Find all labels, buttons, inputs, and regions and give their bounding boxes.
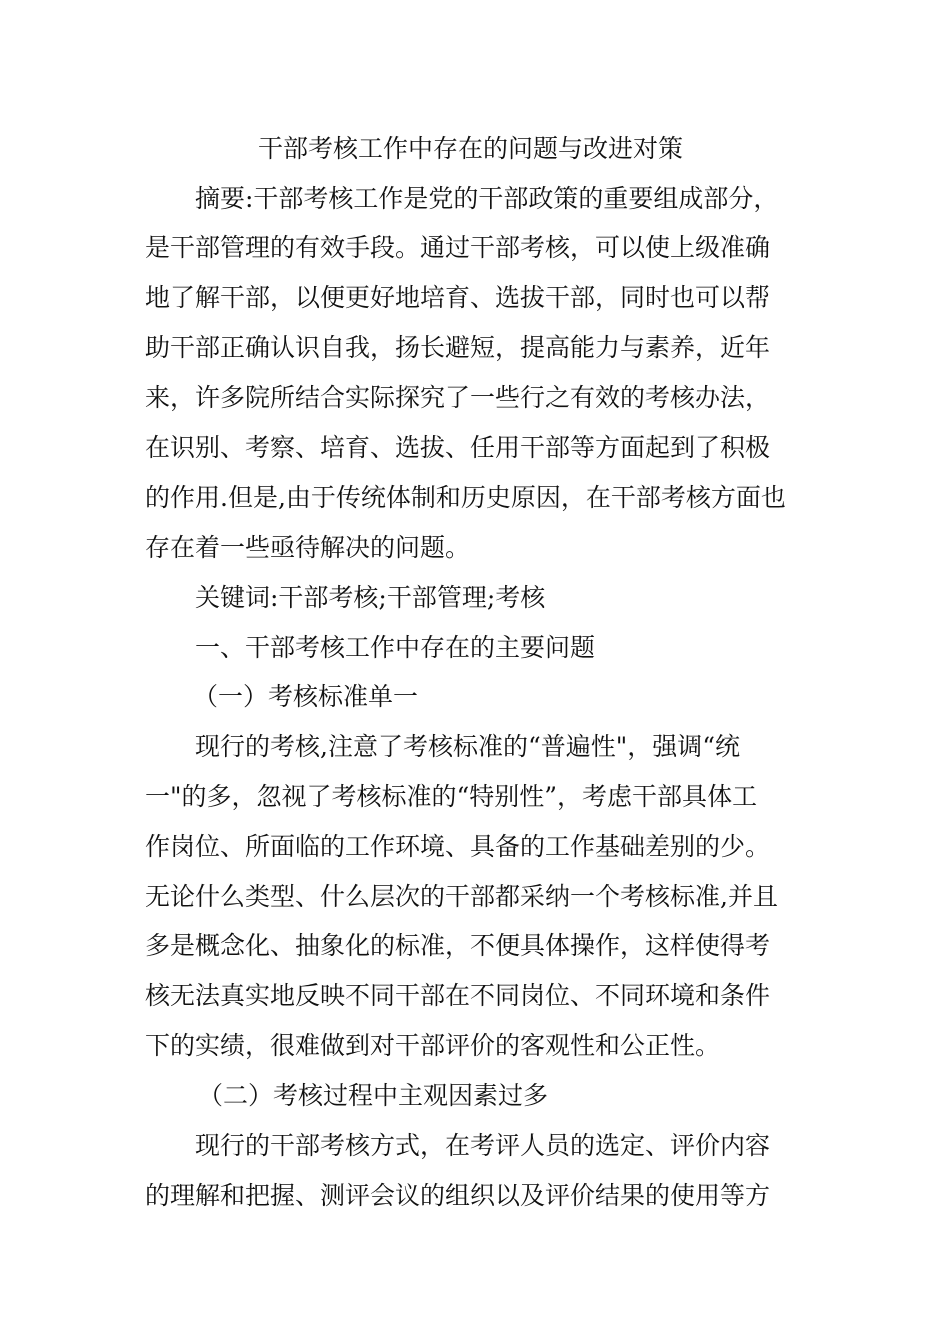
body-line: 的理解和把握、测评会议的组织以及评价结果的使用等方 (145, 1181, 771, 1210)
body-line: 下的实绩，很难做到对干部评价的客观性和公正性。 (145, 1031, 721, 1060)
body-line: 作岗位、所面临的工作环境、具备的工作基础差别的少。 (145, 832, 771, 861)
body-line: 核无法真实地反映不同干部在不同岗位、不同环境和条件 (145, 981, 771, 1010)
body-line: 无论什么类型、什么层次的干部都采纳一个考核标准,并且 (145, 882, 778, 911)
abstract-line: 助干部正确认识自我，扬长避短，提高能力与素养，近年 (145, 333, 771, 362)
abstract-line: 在识别、考察、培育、选拔、任用干部等方面起到了积极 (145, 433, 771, 462)
subsection-heading: （二）考核过程中主观因素过多 (198, 1081, 549, 1110)
section-heading: 一、干部考核工作中存在的主要问题 (195, 633, 596, 662)
abstract-line: 地了解干部，以便更好地培育、选拔干部，同时也可以帮 (145, 283, 771, 312)
abstract-line: 摘要:干部考核工作是党的干部政策的重要组成部分， (195, 184, 779, 213)
abstract-line: 存在着一些亟待解决的问题。 (145, 533, 471, 562)
body-line: 现行的干部考核方式，在考评人员的选定、评价内容 (195, 1131, 771, 1160)
subsection-heading: （一）考核标准单一 (193, 682, 419, 711)
keywords: 关键词:干部考核;干部管理;考核 (195, 583, 546, 612)
body-line: 现行的考核,注意了考核标准的“普遍性"，强调“统 (195, 732, 741, 761)
document-title: 干部考核工作中存在的问题与改进对策 (258, 134, 684, 163)
abstract-line: 来，许多院所结合实际探究了一些行之有效的考核办法， (145, 383, 771, 412)
body-line: 一"的多，忽视了考核标准的“特别性”，考虑干部具体工 (145, 782, 758, 811)
abstract-line: 是干部管理的有效手段。通过干部考核，可以使上级准确 (145, 233, 771, 262)
abstract-line: 的作用.但是,由于传统体制和历史原因，在干部考核方面也 (145, 483, 786, 512)
body-line: 多是概念化、抽象化的标准，不便具体操作，这样使得考 (145, 931, 771, 960)
